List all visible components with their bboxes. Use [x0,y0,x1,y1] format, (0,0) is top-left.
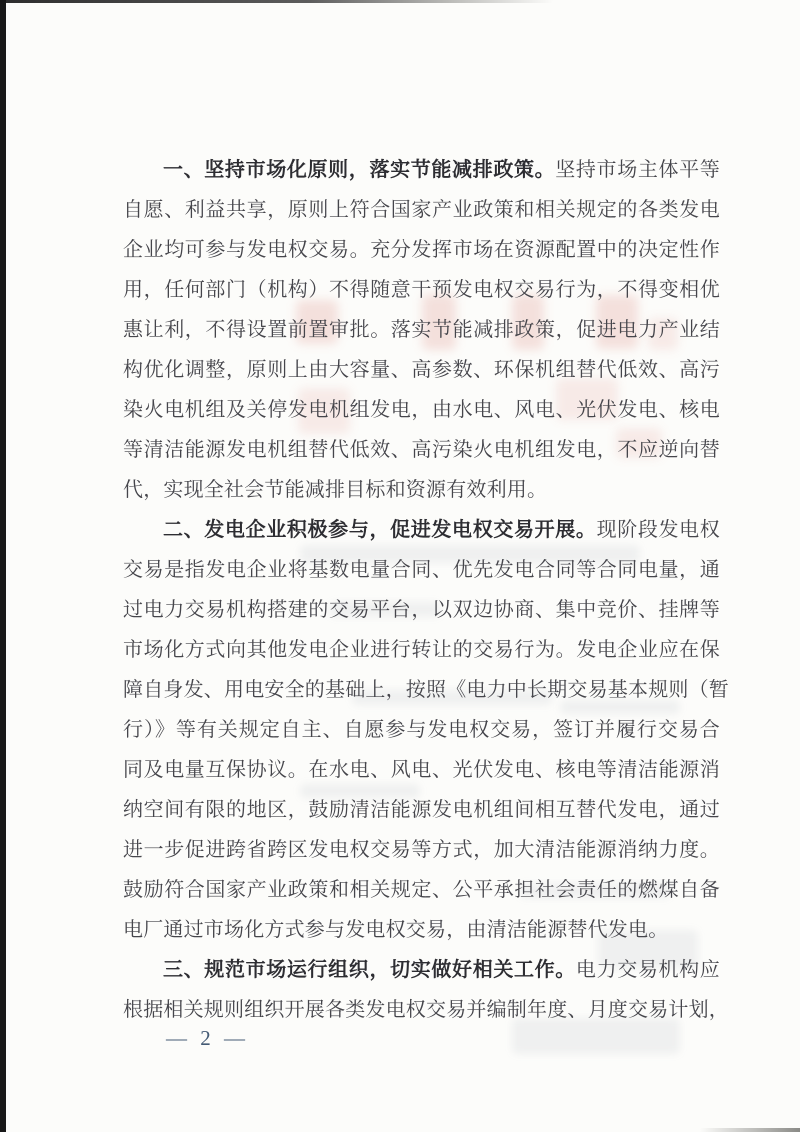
text-line [123,750,720,790]
text-line [123,270,720,310]
text-line [123,990,729,1030]
text-run: 电力交易机构应 [575,959,720,981]
text-line [123,950,720,990]
text-line [123,830,720,870]
text-run: 纳空间有限的地区，鼓励清洁能源发电机组间相互替代发电，通过 [123,799,720,821]
text-line [123,710,720,750]
text-run: 惠让利，不得设置前置审批。落实节能减排政策，促进电力产业结 [123,319,720,341]
text-line [123,190,720,230]
text-line [123,630,720,670]
text-run: 过电力交易机构搭建的交易平台，以双边协商、集中竞价、挂牌等 [123,599,720,621]
scan-edge-left [0,0,6,1132]
text-line [123,350,720,390]
text-run: 坚持市场主体平等 [555,159,720,181]
text-run: 代，实现全社会节能减排目标和资源有效利用。 [123,479,548,501]
text-line [123,590,720,630]
text-run: 同及电量互保协议。在水电、风电、光伏发电、核电等清洁能源消 [123,759,720,781]
text-run: 自愿、利益共享，原则上符合国家产业政策和相关规定的各类发电 [123,199,720,221]
text-run: 染火电机组及关停发电机组发电，由水电、风电、光伏发电、核电 [123,399,720,421]
text-run: 进一步促进跨省跨区发电权交易等方式，加大清洁能源消纳力度。 [123,839,720,861]
text-run: 行）》等有关规定自主、自愿参与发电权交易，签订并履行交易合 [123,719,720,741]
text-line [123,870,720,910]
text-line [123,550,720,590]
text-line [123,310,720,350]
text-run: 交易是指发电企业将基数电量合同、优先发电合同等合同电量，通 [123,559,720,581]
text-line [123,510,720,550]
text-run: 现阶段发电权 [596,519,721,541]
text-line [123,470,720,510]
page-number: — 2 — [166,1026,249,1050]
text-line [123,430,720,470]
text-run: 障自身发、用电安全的基础上，按照《电力中长期交易基本规则（暂 [123,679,729,701]
text-run: 构优化调整，原则上由大容量、高参数、环保机组替代低效、高污 [123,359,720,381]
section-heading-2: 二、发电企业积极参与，促进发电权交易开展。 [163,519,597,541]
text-run: 企业均可参与发电权交易。充分发挥市场在资源配置中的决定性作 [123,239,720,261]
section-heading-3: 三、规范市场运行组织，切实做好相关工作。 [163,959,576,981]
text-run: 市场化方式向其他发电企业进行转让的交易行为。发电企业应在保 [123,639,720,661]
text-run: 电厂通过市场化方式参与发电权交易，由清洁能源替代发电。 [123,919,669,941]
text-line [123,390,720,430]
section-heading-1: 一、坚持市场化原则，落实节能减排政策。 [163,159,556,181]
scan-edge-top [6,0,766,3]
text-line [123,150,720,190]
text-run: 根据相关规则组织开展各类发电权交易并编制年度、月度交易计划， [123,999,729,1021]
text-run: 鼓励符合国家产业政策和相关规定、公平承担社会责任的燃煤自备 [123,879,720,901]
text-run: 用，任何部门（机构）不得随意干预发电权交易行为，不得变相优 [123,279,720,301]
text-line [123,910,720,950]
document-body [123,150,729,1030]
text-line [123,230,720,270]
text-line [123,790,720,830]
text-line [123,670,729,710]
text-run: 等清洁能源发电机组替代低效、高污染火电机组发电，不应逆向替 [123,439,720,461]
scan-edge-bottom-right [700,1128,800,1132]
